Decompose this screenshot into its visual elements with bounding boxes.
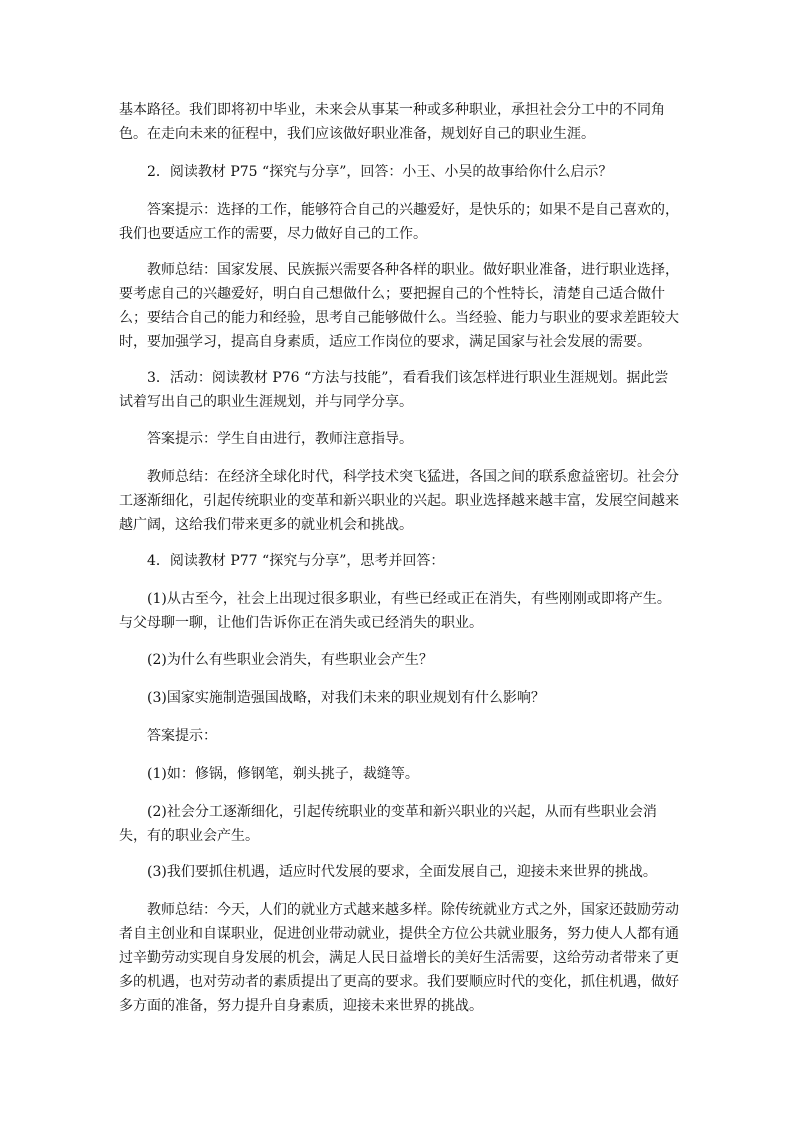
question-2: 2．阅读教材 P75 “探究与分享”，回答：小王、小吴的故事给你什么启示？	[147, 164, 613, 180]
question-4-part-1: (1)从古至今，社会上出现过很多职业，有些已经或正在消失，有些刚刚或即将产生。与父母聊一聊，让他们告诉你正在消失或已经消失的职业。	[119, 591, 671, 631]
question-4-part-3: (3)国家实施制造强国战略，对我们未来的职业规划有什么影响？	[147, 690, 545, 706]
answer-4-part-2: (2)社会分工逐渐细化，引起传统职业的变革和新兴职业的兴起，从而有些职业会消失，有的职业会产生。	[119, 804, 657, 844]
answer-hint-3: 答案提示：学生自由进行，教师注意指导。	[147, 431, 413, 447]
paragraph-intro-continued: 基本路径。我们即将初中毕业，未来会从事某一种或多种职业，承担社会分工中的不同角色。在走向未来的征程中，我们应该做好职业准备，规划好自己的职业生涯。	[119, 102, 665, 142]
question-4-part-2: (2)为什么有些职业会消失，有些职业会产生？	[147, 652, 433, 668]
question-4: 4．阅读教材 P77 “探究与分享”，思考并回答：	[147, 553, 445, 569]
answer-4-part-3: (3)我们要抓住机遇，适应时代发展的要求，全面发展自己，迎接未来世界的挑战。	[147, 864, 657, 880]
answer-hint-2: 答案提示：选择的工作，能够符合自己的兴趣爱好，是快乐的；如果不是自己喜欢的，我们也要适应工作的需要，尽力做好自己的工作。	[119, 202, 679, 242]
answer-hint-4-heading: 答案提示：	[147, 728, 217, 744]
teacher-summary-2: 教师总结：国家发展、民族振兴需要各种各样的职业。做好职业准备，进行职业选择，要考虑自己的兴趣爱好，明白自己想做什么；要把握自己的个性特长，清楚自己适合做什么；要结合自己的能力和经验，思考自己能够做什么。当经验、能力与职业的要求差距较大时，要加强学习，提高自身素质，适应工作岗位的要求，满足国家与社会发展的需要。	[119, 262, 679, 350]
activity-3: 3．活动：阅读教材 P76 “方法与技能”，看看我们该怎样进行职业生涯规划。据此尝试着写出自己的职业生涯规划，并与同学分享。	[119, 370, 669, 410]
teacher-summary-3: 教师总结：在经济全球化时代，科学技术突飞猛进，各国之间的联系愈益密切。社会分工逐渐细化，引起传统职业的变革和新兴职业的兴起。职业选择越来越丰富，发展空间越来越广阔，这给我们带来更多的就业机会和挑战。	[119, 469, 679, 533]
teacher-summary-4: 教师总结：今天，人们的就业方式越来越多样。除传统就业方式之外，国家还鼓励劳动者自主创业和自谋职业，促进创业带动就业，提供全方位公共就业服务，努力使人人都有通过辛勤劳动实现自身发展的机会，满足人民日益增长的美好生活需要，这给劳动者带来了更多的机遇，也对劳动者的素质提出了更高的要求。我们要顺应时代的变化，抓住机遇，做好多方面的准备，努力提升自身素质，迎接未来世界的挑战。	[119, 902, 679, 1014]
answer-4-part-1: (1)如：修锅，修钢笔，剃头挑子，裁缝等。	[147, 766, 419, 782]
